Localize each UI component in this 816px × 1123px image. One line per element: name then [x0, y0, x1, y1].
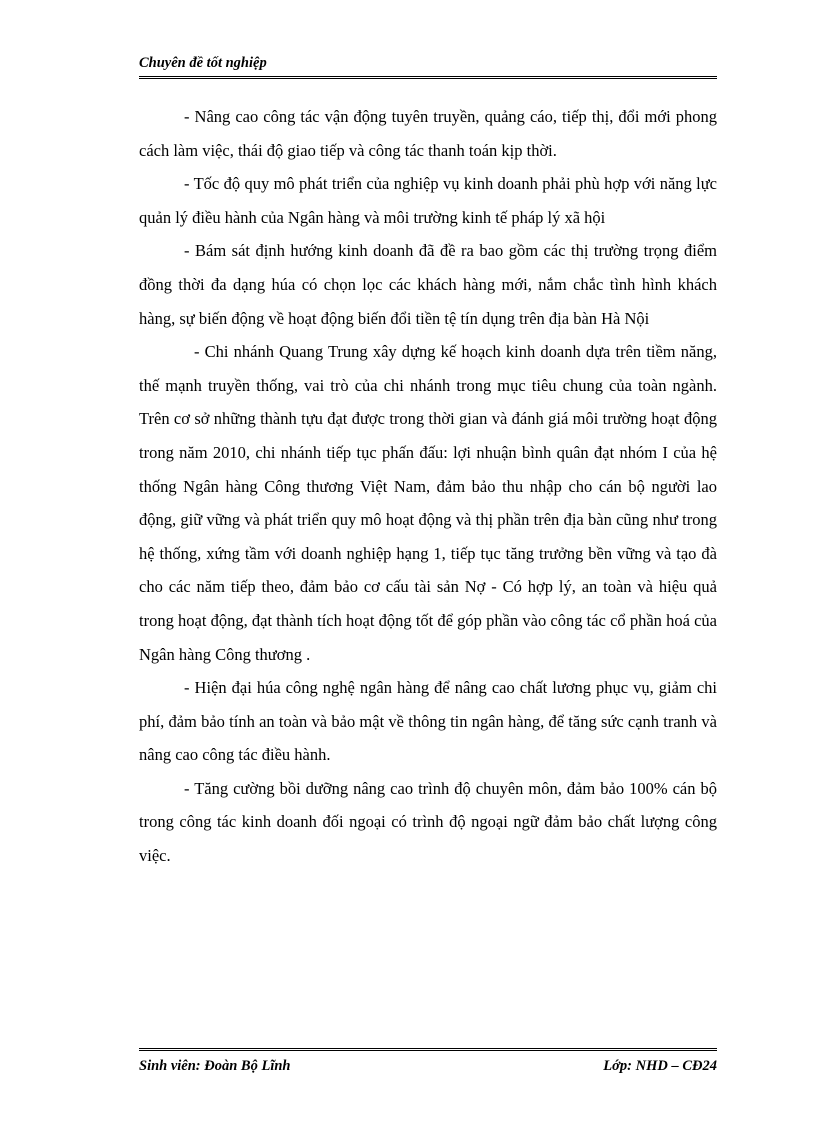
page-header: [139, 50, 717, 79]
paragraph-4: - Chi nhánh Quang Trung xây dựng kế hoạch kinh doanh dựa trên tiềm năng, thế mạnh truyền thống, vai trò của chi nhánh trong mục tiêu chung của toàn ngành. Trên cơ sở những thành tựu đạt được trong thời gian và đánh giá môi trường hoạt động trong năm 2010, chi nhánh tiếp tục phấn đấu: lợi nhuận bình quân đạt nhóm I của hệ thống Ngân hàng Công thương Việt Nam, đảm bảo thu nhập cho cán bộ người lao động, giữ vững và phát triển quy mô hoạt động và thị phần trên địa bàn cũng như trong hệ thống, xứng tầm với doanh nghiệp hạng 1, tiếp tục tăng trưởng bền vững và tạo đà cho các năm tiếp theo, đảm bảo cơ cấu tài sản Nợ - Có hợp lý, an toàn và hiệu quả trong hoạt động, đạt thành tích hoạt động tốt để góp phần vào công tác cổ phần hoá của Ngân hàng Công thương .: [139, 342, 717, 664]
footer-student: Sinh viên: Đoàn Bộ Lĩnh: [139, 1058, 291, 1074]
paragraph-5: - Hiện đại húa công nghệ ngân hàng để nâng cao chất lương phục vụ, giảm chi phí, đảm bảo tính an toàn và bảo mật về thông tin ngân hàng, để tăng sức cạnh tranh và nâng cao công tác điều hành.: [139, 678, 717, 765]
paragraph-6: - Tăng cường bồi dưỡng nâng cao trình độ chuyên môn, đảm bảo 100% cán bộ trong công tác kinh doanh đối ngoại có trình độ ngoại ngữ đảm bảo chất lượng công việc.: [139, 778, 717, 866]
header-title: Chuyên đề tốt nghiệp: [139, 55, 267, 71]
page-footer: [139, 1048, 717, 1079]
paragraph-2: - Tốc độ quy mô phát triển của nghiệp vụ kinh doanh phải phù hợp với năng lực quản lý điều hành của Ngân hàng và môi trường kinh tế pháp lý xã hội: [139, 174, 717, 227]
paragraph-1: - Nâng cao công tác vận động tuyên truyền, quảng cáo, tiếp thị, đổi mới phong cách làm việc, thái độ giao tiếp và công tác thanh toán kịp thời.: [139, 107, 717, 160]
paragraph-3: - Bám sát định hướng kinh doanh đã đề ra bao gồm các thị trường trọng điểm đồng thời đa dạng húa có chọn lọc các khách hàng mới, nắm chắc tình hình khách hàng, sự biến động về hoạt động biến đổi tiền tệ tín dụng trên địa bàn Hà Nội: [139, 241, 717, 328]
footer-class: Lớp: NHD – CĐ24: [603, 1058, 717, 1074]
document-body: [139, 100, 717, 873]
